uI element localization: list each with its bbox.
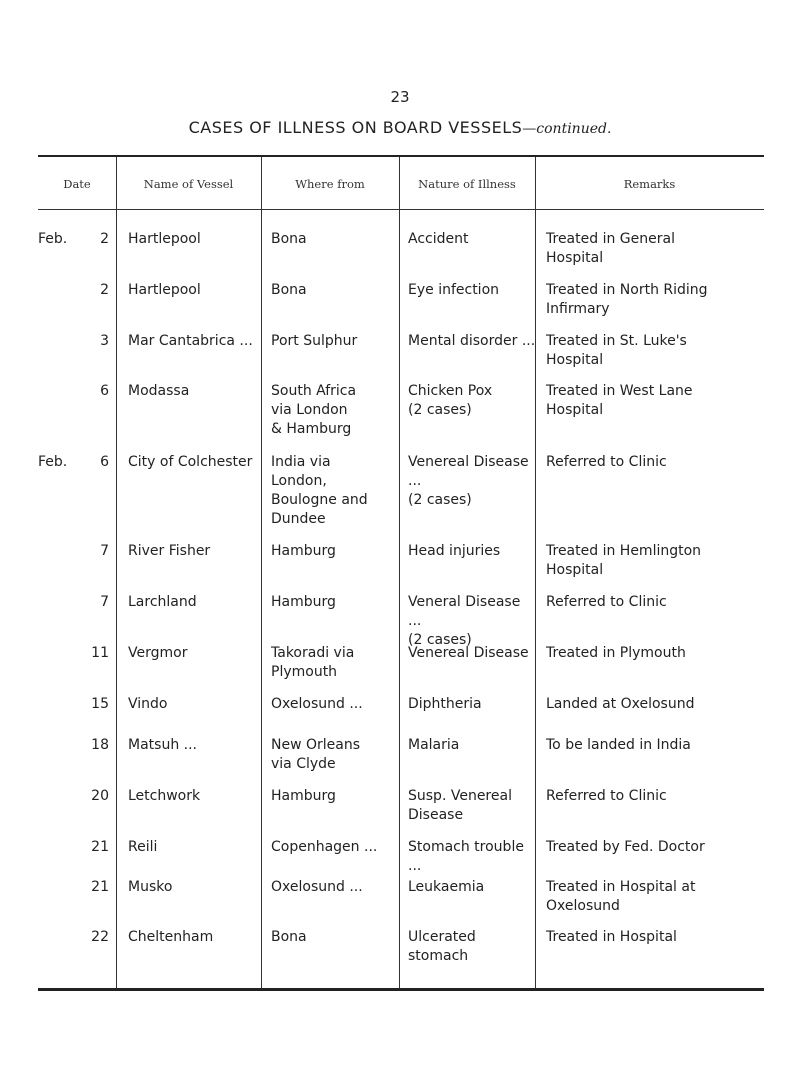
vessel-name: Vindo — [128, 696, 168, 712]
remarks: Treated in Hospital at Oxelosund — [546, 879, 696, 914]
date-day: 15 — [91, 696, 109, 712]
remarks: Treated by Fed. Doctor — [546, 839, 705, 855]
where-from: Hamburg — [271, 594, 336, 610]
where-from: Bona — [271, 929, 307, 945]
nature-of-illness: Susp. Venereal Disease — [408, 788, 512, 823]
where-from: South Africa via London & Hamburg — [271, 383, 357, 437]
where-from: Copenhagen ... — [271, 839, 378, 855]
where-from: Takoradi via Plymouth — [271, 645, 355, 680]
vessel-name: Vergmor — [128, 645, 188, 661]
remarks: Referred to Clinic — [546, 594, 667, 610]
date-day: 3 — [100, 333, 109, 349]
vessel-name: Musko — [128, 879, 173, 895]
remarks: Treated in West Lane Hospital — [546, 383, 693, 418]
title-main: CASES OF ILLNESS ON BOARD VESSELS — [188, 118, 523, 137]
vessel-name: Letchwork — [128, 788, 201, 804]
nature-of-illness: Stomach trouble ... — [408, 839, 524, 874]
vessel-name: River Fisher — [128, 543, 211, 559]
column-divider — [399, 157, 400, 988]
remarks: Treated in North Riding Infirmary — [546, 282, 708, 317]
remarks: Landed at Oxelosund — [546, 696, 695, 712]
date-day: 11 — [91, 645, 109, 661]
header-rule — [38, 209, 764, 210]
where-from: New Orleans via Clyde — [271, 737, 361, 772]
vessel-name: Modassa — [128, 383, 190, 399]
remarks: Treated in Hospital — [546, 929, 677, 945]
header-where-from: Where from — [295, 177, 365, 191]
column-divider — [116, 157, 117, 988]
remarks: Treated in General Hospital — [546, 231, 675, 266]
date-day: 6 — [100, 383, 109, 399]
remarks: Treated in St. Luke's Hospital — [546, 333, 687, 368]
vessel-name: Hartlepool — [128, 231, 201, 247]
remarks: Treated in Plymouth — [546, 645, 686, 661]
nature-of-illness: Chicken Pox (2 cases) — [408, 383, 493, 418]
where-from: Hamburg — [271, 543, 336, 559]
nature-of-illness: Head injuries — [408, 543, 501, 559]
title-suffix: —continued. — [522, 121, 612, 137]
nature-of-illness: Eye infection — [408, 282, 500, 298]
where-from: Bona — [271, 231, 307, 247]
date-day: 20 — [91, 788, 109, 804]
where-from: Port Sulphur — [271, 333, 358, 349]
page-title — [0, 118, 800, 137]
header-vessel: Name of Vessel — [143, 177, 234, 191]
remarks: Treated in Hemlington Hospital — [546, 543, 702, 578]
nature-of-illness: Venereal Disease ... (2 cases) — [408, 454, 529, 508]
date-day: 18 — [91, 737, 109, 753]
vessel-name: Hartlepool — [128, 282, 201, 298]
remarks: Referred to Clinic — [546, 788, 667, 804]
date-day: 21 — [91, 839, 109, 855]
nature-of-illness: Leukaemia — [408, 879, 485, 895]
nature-of-illness: Diphtheria — [408, 696, 482, 712]
date-month: Feb. — [38, 454, 68, 470]
header-date: Date — [63, 177, 91, 191]
where-from: Hamburg — [271, 788, 336, 804]
where-from: India via London, Boulogne and Dundee — [271, 454, 368, 527]
illness-table — [38, 155, 764, 991]
page-number: 23 — [390, 88, 410, 106]
nature-of-illness: Venereal Disease — [408, 645, 529, 661]
date-day: 21 — [91, 879, 109, 895]
date-day: 22 — [91, 929, 109, 945]
vessel-name: Reili — [128, 839, 158, 855]
vessel-name: City of Colchester — [128, 454, 253, 470]
where-from: Oxelosund ... — [271, 696, 363, 712]
nature-of-illness: Mental disorder ... — [408, 333, 536, 349]
date-day: 7 — [100, 543, 109, 559]
date-day: 2 — [100, 231, 109, 247]
nature-of-illness: Ulcerated stomach — [408, 929, 476, 964]
where-from: Oxelosund ... — [271, 879, 363, 895]
remarks: Referred to Clinic — [546, 454, 667, 470]
vessel-name: Cheltenham — [128, 929, 214, 945]
date-day: 2 — [100, 282, 109, 298]
nature-of-illness: Veneral Disease ... (2 cases) — [408, 594, 521, 648]
nature-of-illness: Accident — [408, 231, 469, 247]
date-day: 6 — [100, 454, 109, 470]
vessel-name: Larchland — [128, 594, 197, 610]
nature-of-illness: Malaria — [408, 737, 460, 753]
remarks: To be landed in India — [546, 737, 691, 753]
header-remarks: Remarks — [623, 177, 676, 191]
vessel-name: Mar Cantabrica ... — [128, 333, 253, 349]
date-day: 7 — [100, 594, 109, 610]
header-nature: Nature of Illness — [418, 177, 516, 191]
date-month: Feb. — [38, 231, 68, 247]
where-from: Bona — [271, 282, 307, 298]
vessel-name: Matsuh ... — [128, 737, 197, 753]
